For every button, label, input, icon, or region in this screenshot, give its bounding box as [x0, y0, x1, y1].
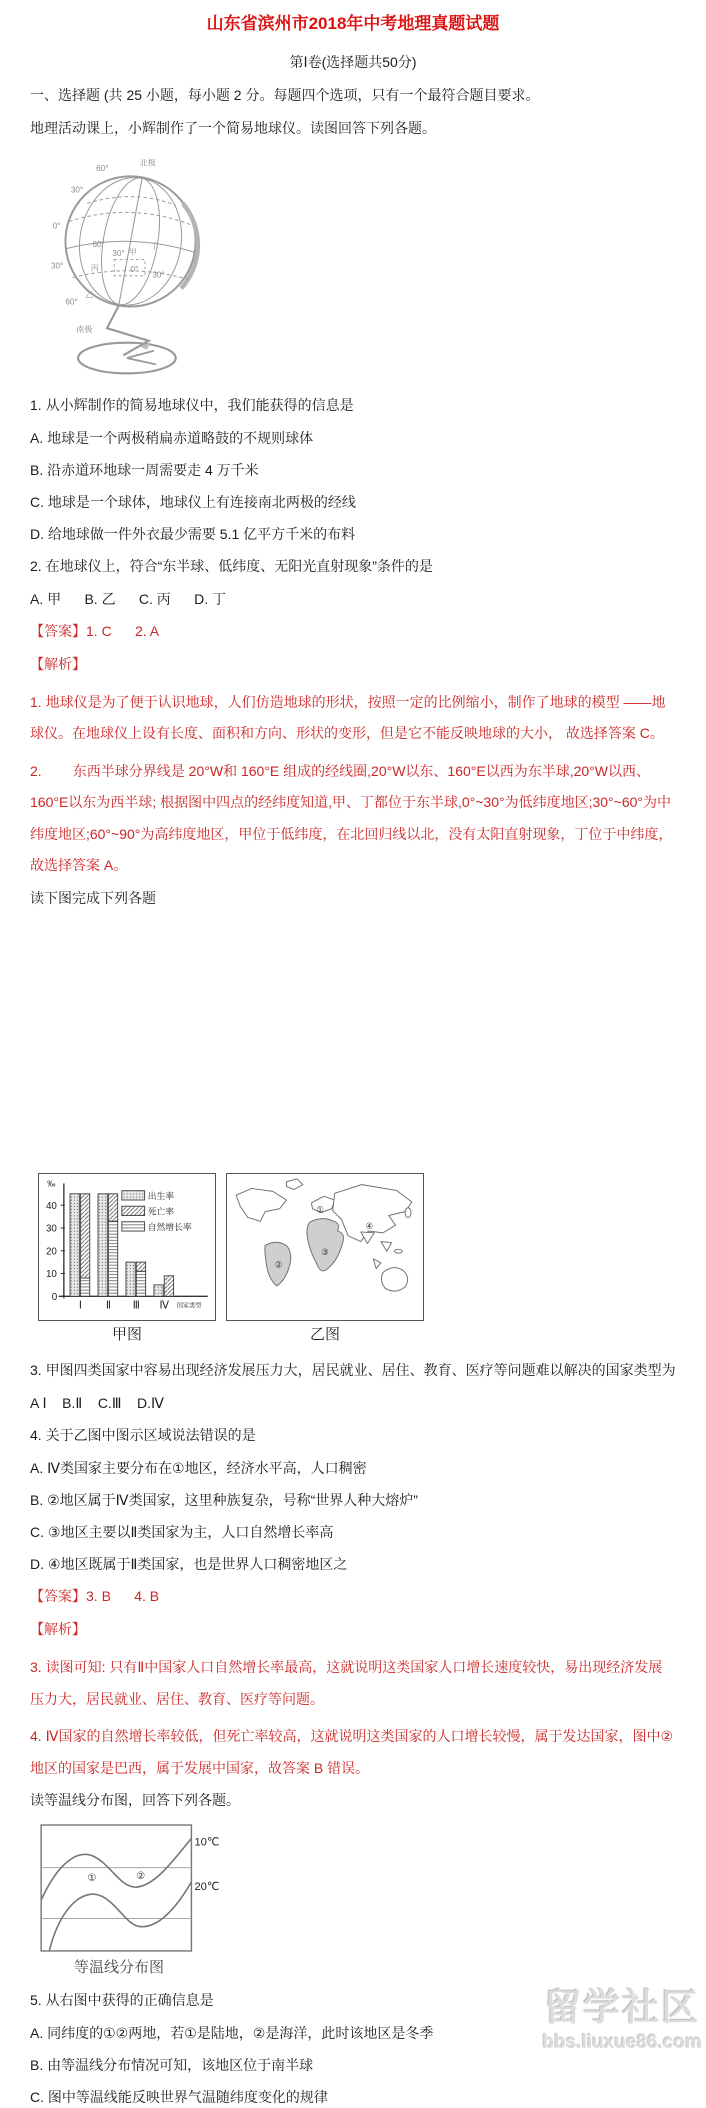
- q1-option-a: A. 地球是一个两极稍扁赤道略鼓的不规则球体: [30, 429, 314, 446]
- question-4: 4. 关于乙图中图示区域说法错误的是: [30, 1427, 256, 1444]
- question-3: 3. 甲图四类国家中容易出现经济发展压力大，居民就业、居住、教育、医疗等问题难以解决的国家类型为: [30, 1362, 676, 1379]
- analysis-label-1: 【解析】: [30, 655, 86, 672]
- globe-illustration: [36, 151, 216, 377]
- answer-block-1: [30, 621, 676, 642]
- globe-point-yi: 乙: [85, 290, 94, 300]
- globe-inner-30: 30°: [112, 248, 125, 258]
- jia-figure-block: [38, 1173, 216, 1347]
- activity-intro: 地理活动课上，小辉制作了一个简易地球仪。读图回答下列各题。: [30, 119, 436, 136]
- globe-inner-30e: 30°: [152, 270, 165, 280]
- q4-option-a: A. Ⅳ类国家主要分布在①地区，经济水平高，人口稠密: [30, 1460, 367, 1477]
- answer-label-2: 【答案】: [30, 1588, 86, 1605]
- question-5: 5. 从右图中获得的正确信息是: [30, 1991, 214, 2008]
- isotherm-point-1: ①: [87, 1873, 97, 1885]
- svg-text:自然增长率: 自然增长率: [147, 1221, 192, 1232]
- globe-limb-30s: 30°: [50, 261, 64, 271]
- watermark-title: 留学社区: [544, 1987, 701, 2028]
- jia-caption: 甲图: [111, 1325, 142, 1343]
- blank-gap: [30, 921, 676, 1173]
- map-marker-2: ②: [274, 1259, 283, 1270]
- globe-limb-0: 0°: [52, 221, 61, 231]
- map-marker-1: ①: [316, 1204, 325, 1215]
- isotherm-figure: [38, 1823, 676, 1980]
- q4-option-c: C. ③地区主要以Ⅱ类国家为主，人口自然增长率高: [30, 1524, 334, 1541]
- globe-north-pole-label: 北极: [139, 158, 156, 168]
- answer-text-2: 3. B 4. B: [86, 1588, 160, 1605]
- q1-option-c: C. 地球是一个球体，地球仪上有连接南北两极的经线: [30, 493, 356, 510]
- analysis-2-p1: 3. 读图可知: 只有Ⅱ中国家人口自然增长率最高，这就说明这类国家人口增长速度较快，易出现经济发展压力大，居民就业、居住、教育、医疗等问题。: [30, 1659, 663, 1707]
- answer-label-1: 【答案】: [30, 622, 86, 639]
- globe-figure: [36, 151, 676, 383]
- q5-option-b: B. 由等温线分布情况可知，该地区位于南半球: [30, 2056, 314, 2073]
- isotherm-point-2: ②: [136, 1871, 146, 1883]
- q1-option-d: D. 给地球做一件外衣最少需要 5.1 亿平方千米的布料: [30, 525, 356, 542]
- analysis-2-p2: 4. Ⅳ国家的自然增长率较低，但死亡率较高，这就说明这类国家的人口增长较慢，属于发达国家，图中②地区的国家是巴西，属于发展中国家，故答案 B 错误。: [30, 1728, 674, 1776]
- q4-option-d: D. ④地区既属于Ⅱ类国家，也是世界人口稠密地区之: [30, 1556, 348, 1573]
- map-marker-3: ③: [321, 1246, 329, 1257]
- svg-text:0: 0: [51, 1291, 58, 1303]
- isotherm-diagram: [38, 1823, 223, 1955]
- analysis-label-2: 【解析】: [30, 1621, 86, 1638]
- analysis-1-p1: 1. 地球仪是为了便于认识地球，人们仿造地球的形状，按照一定的比例缩小，制作了地球的模型 ——地球仪。在地球仪上设有长度、面积和方向、形状的变形，但是它不能反映地球的大小， 故选择答案 C。: [30, 693, 666, 742]
- globe-limb-30n: 30°: [70, 185, 84, 195]
- globe-point-bing: 丙: [90, 263, 99, 273]
- read-isotherm-line: 读等温线分布图，回答下列各题。: [30, 1792, 240, 1809]
- svg-text:10: 10: [45, 1268, 57, 1280]
- globe-point-ding: 丁: [150, 241, 159, 251]
- yi-caption: 乙图: [309, 1325, 340, 1343]
- svg-text:国家类型: 国家类型: [176, 1302, 202, 1310]
- globe-limb-60n: 60°: [96, 163, 109, 173]
- svg-text:Ⅲ: Ⅲ: [132, 1300, 140, 1312]
- svg-text:‰: ‰: [47, 1179, 56, 1189]
- svg-text:40: 40: [45, 1200, 57, 1212]
- answer-text-1: 1. C 2. A: [86, 622, 160, 639]
- svg-text:Ⅳ: Ⅳ: [159, 1300, 170, 1312]
- question-1: 1. 从小辉制作的简易地球仪中，我们能获得的信息是: [30, 396, 354, 413]
- world-map-box: [226, 1173, 424, 1321]
- section-instruction: 一、选择题 (共 25 小题，每小题 2 分。每题四个选项，只有一个最符合题目要求。: [30, 86, 540, 103]
- q5-option-a: A. 同纬度的①②两地，若①是陆地，②是海洋，此时该地区是冬季: [30, 2024, 434, 2041]
- svg-text:出生率: 出生率: [147, 1190, 175, 1201]
- population-figures-row: [38, 1173, 676, 1347]
- volume-subtitle: 第Ⅰ卷(选择题共50分): [289, 53, 417, 70]
- watermark-url: bbs.liuxue86.com: [542, 2031, 702, 2053]
- page-title: 山东省滨州市2018年中考地理真题试题: [206, 14, 500, 33]
- yi-figure-block: [226, 1173, 424, 1347]
- svg-text:Ⅱ: Ⅱ: [105, 1300, 111, 1312]
- globe-limb-60s: 60°: [65, 297, 78, 307]
- svg-text:30: 30: [45, 1223, 57, 1235]
- question-2: 2. 在地球仪上，符合“东半球、低纬度、无阳光直射现象”条件的是: [30, 557, 433, 574]
- q3-options-line: A Ⅰ B.Ⅱ C.Ⅲ D.Ⅳ: [30, 1395, 164, 1412]
- globe-inner-60: 60°: [92, 239, 105, 249]
- jia-chart-box: [38, 1173, 216, 1321]
- q5-option-c: C. 图中等温线能反映世界气温随纬度变化的规律: [30, 2088, 328, 2105]
- q2-options-line: A. 甲 B. 乙 C. 丙 D. 丁: [30, 590, 227, 607]
- isotherm-caption: 等温线分布图: [74, 1959, 165, 1977]
- isotherm-label-10c: 10℃: [194, 1836, 220, 1849]
- globe-point-jia: 甲: [128, 247, 137, 257]
- svg-text:Ⅰ: Ⅰ: [78, 1300, 82, 1312]
- world-map: [227, 1174, 423, 1314]
- analysis-1-p2: 2. 东西半球分界线是 20°W和 160°E 组成的经线圈,20°W以东、160°E以西为东半球,20°W以西、160°E以东为西半球; 根据图中四点的经纬度知道,甲、丁都位于东半球,0°~30°为低纬度地区;30°~60°为中纬度地区;60°~90°为高纬度地区，甲位于低纬度，在北回归线以北，没有太阳直射现象，丁位于中纬度，故选择答案 A。: [30, 762, 673, 874]
- q4-option-b: B. ②地区属于Ⅳ类国家，这里种族复杂，号称“世界人种大熔炉”: [30, 1492, 418, 1509]
- map-marker-4: ④: [365, 1220, 374, 1231]
- read-figure-line: 读下图完成下列各题: [30, 889, 156, 906]
- isotherm-label-20c: 20℃: [194, 1881, 220, 1894]
- svg-text:死亡率: 死亡率: [147, 1206, 175, 1217]
- globe-south-pole-label: 南极: [76, 324, 93, 334]
- answer-block-2: [30, 1586, 676, 1607]
- site-watermark: [543, 1988, 702, 2057]
- population-bar-chart: [39, 1174, 215, 1314]
- svg-text:20: 20: [45, 1246, 57, 1258]
- q1-option-b: B. 沿赤道环地球一周需要走 4 万千米: [30, 461, 259, 478]
- globe-inner-0: 0°: [130, 264, 139, 274]
